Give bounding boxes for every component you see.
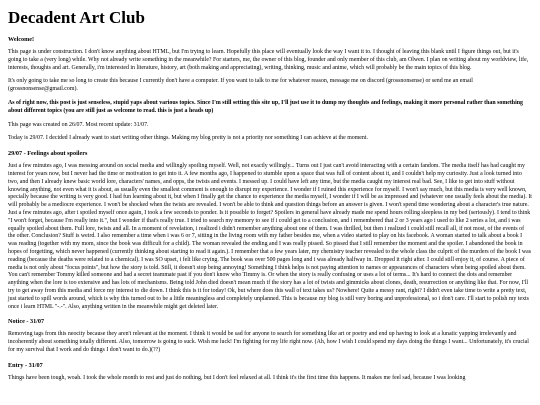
post-body-entry: Things have been tough, woah. I took the whole month to rest and just do nothing, but I don't feel relaxed at all. I think it's the first time this happens. It makes me feel sad, because I was looking [8, 374, 466, 381]
site-title: Decadent Art Club [8, 8, 145, 27]
contact-paragraph: It's only going to take me so long to create this because I currently don't have a computer. If you want to talk to me for whatever reason, message me on discord (grossnonsense) or send me an email (grossnonsense@gmail.com). [8, 78, 473, 93]
post-body-notice: Removing tags from this neocity because they aren't relevant at the moment. I think it would be sad for anyone to search for something like art or poetry and end up having to look at a lunatic yapping irrelevantly and incoherently about something totally different. Also, tomorrow is going to suck. Wish me luck! I'm fighting for my life right now. (Ah, how I wish I could spend my days doing the things I want... Unfortunately, it's crucial for my survival that I work and do things I don't want to do.)(??) [8, 331, 529, 353]
post-body-spoilers: Just a few minutes ago, I was messing around on social media and willingly spoiling myself. Well, not exactly willingly... Turns out I just can't avoid interacting with a certain fandom. The media itself has had caught my interest for years now, but I never had the time or motivation to get into it. A few months ago, I happened to stumble upon a space that was full of content about it, and I couldn't help my curiosity. Just a look turned into two, and then I already knew basic world lore, characters' names, and opps, the twists and events. I messed up. I could have left any time, but the media caught my interest real bad. See, I like to get into stuff without knowing anything, not even what it is about, as usually even the smallest comment is enough to disrupt my experience. I wonder if I ruined this experience for myself. I won't say much, but this media is very well known, specially because the writing is very good. I had fun learning about it, but when I finally get the chance to experience the media myself, I wonder if I will be as impressed and (whatever one usually feels about the media). It will probably be a mediocre experience. I won't be shocked when the twists are revealed. I won't be able to think and question things before an answer is given. I won't spend time wondering about a character's true nature. Just a few minutes ago, after i spoiled myself once again, I took a few seconds to ponder. Is it possible to forget? Spoilers in general have already made me spend hours rolling sleepless in my bed (seriously). I tend to think "I won't forget, because I'm really into it.", but I wonder if that's really true. I tried to search my memory to see if i could get to a conclusion, and i remembered that 2 or 3 years ago i used to like 2 series a lot, and i was equally spoiled about them. Full lore, twists and all. In a moment of revelation, i realized i didn't remember anything about one of them. I was thrilled, but then i realized i could still recall all, if not most, of the events of the other. Conclusion? Stuff is weird. I also remember a time when i was 6 or 7, sitting in the living room with my father besides me, when a video started to play on his facebook. A woman started to talk about a book I was reading (together with my mom, since the book was difficult for a child). The woman revealed the ending and I was really pissed. So pissed that I still remember the moment and the spoiler. I abandoned the book in hopes of forgetting, which never happened (currently thinking about starting to read it again.). I remember that a few years later, my chemistry teacher revealed to the whole class the culprit of the murders of the book I was reading (because the deaths were related to a chemical). I was SO upset, i felt like crying. The book was over 500 pages long and i was already halfway in. Dropped it right after. I could still enjoy it, of course. A piece of media is not only about "focus points", but how the story is told. Still, it doesn't stop being annoying! Something I think helps is not paying attention to names or appearances of characters when being spoiled about them. You can't remember Tommy killed someone and had a secret teammate past if you don't know who Timmy is. Or when the story is really confusing or uses a lot of terms... It's hard to connect the dots and remember anything when the lore is too extensive and has lots of mechanisms. Being told John died doesn't mean much if the story has a lot of twists and gimmicks about clones, death, resurrection or anything like that. For now, I'll try to get away from this media and force my interest to die down. I think this is it for today! Ok, but where does this wall of text takes us? Nowhere! Quite a messy rant, right? I didn't even take time to write a pretty text, just started to spill words around, which is why this turned out to be a little meaningless and completely unplanned. This is because my blog is still very boring and unprofessional, so i don't care. I'll start to polish my texts once i learn HTML "-.-". Also, anything written in the meanwhile might get deleted later. [8, 163, 532, 310]
welcome-heading: Welcome! [8, 36, 35, 43]
post-heading-spoilers: 29/07 - Feelings about spoilers [8, 150, 88, 158]
notice-paragraph: As of right now, this post is just senseless, stupid yaps about various topics. Since I'm still setting this site up, I'll just use it to dump my thoughts and feelings, making it more personal rather than something about different topics (you are still just as welcome to read. this is just a heads up) [8, 99, 523, 114]
dates-paragraph: This page was created on 26/07. Most recent update: 31/07. [8, 121, 149, 128]
today-paragraph: Today is 29/07. I decided I already want to start writing other things. Making my blog pretty is not a priority nor something I can achieve at the moment. [8, 135, 368, 142]
intro-paragraph: This page is under construction. I don't know anything about HTML, but I'm trying to learn. Hopefully this place will eventually look the way I want it to. I thought of leaving this blank until I figure things out, but it's going to take a (very long) while. Why not already write something in the meanwhile? For starters, me, the owner of this blog, founder and only member of this club, am Olwen. I plan on writing about my worldview, life, interests, thoughts and art. Generally, i'm interested in literature, history, art (both making and appreciating), writing, thinking, music and anime, which will probably be the main topics of this blog. [8, 49, 529, 71]
post-heading-notice: Notice - 31/07 [8, 318, 45, 326]
post-heading-entry: Entry - 31/07 [8, 361, 43, 369]
